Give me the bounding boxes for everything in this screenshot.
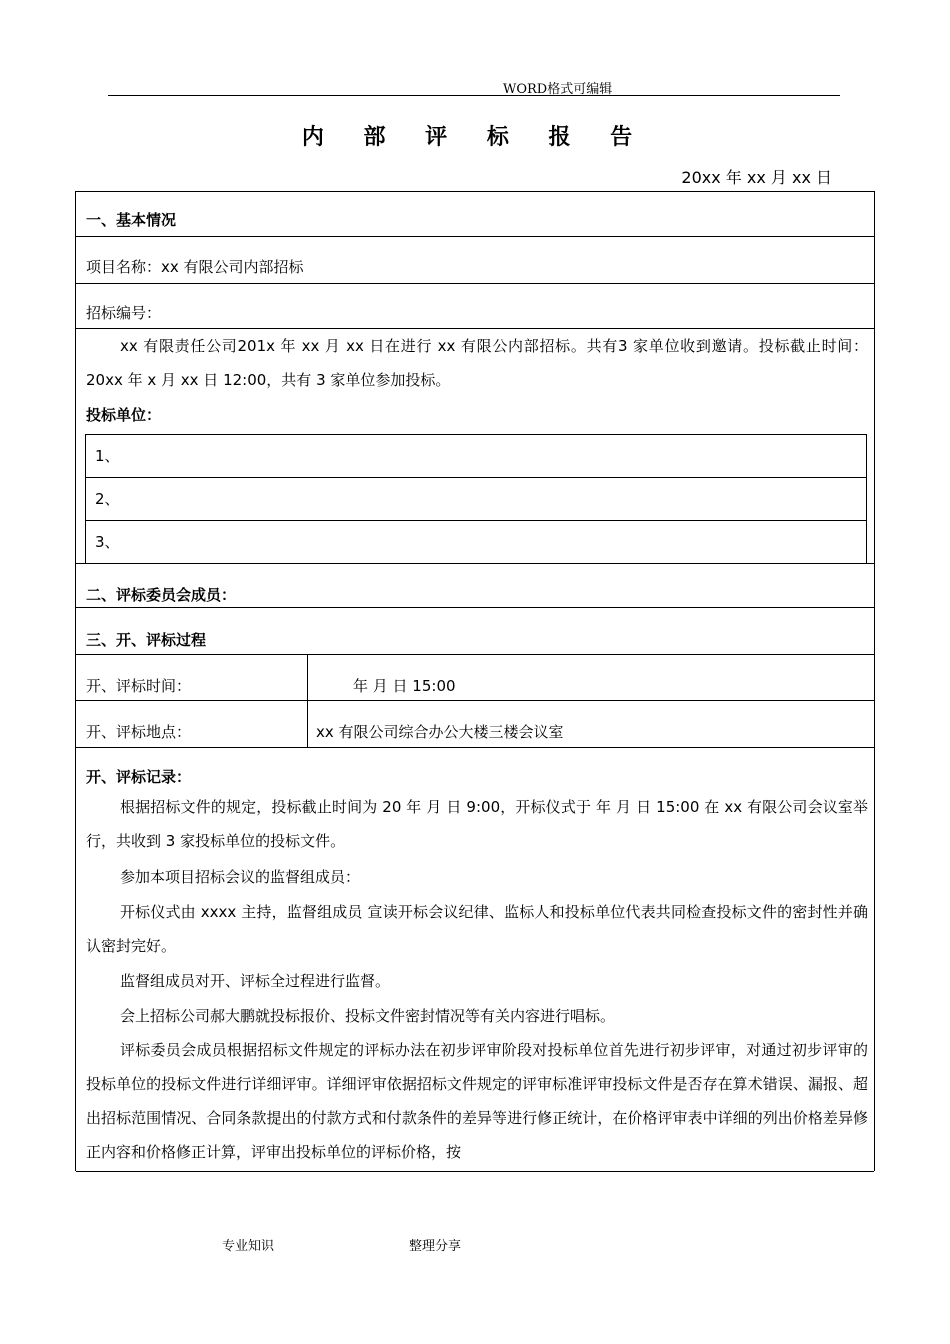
bidder-row: 3、 <box>86 521 866 564</box>
record-paragraph: 根据招标文件的规定，投标截止时间为 20 年 月 日 9:00，开标仪式于 年 月 日 15:00 在 xx 有限公司会议室举行，共收到 3 家投标单位的投标文件。 <box>86 798 868 850</box>
tender-no: 招标编号： <box>86 304 162 322</box>
opening-time-row <box>76 655 874 701</box>
section-basic-heading: 一、基本情况 <box>86 211 177 229</box>
bidders-label: 投标单位： <box>86 406 162 424</box>
tender-no-row <box>76 284 874 329</box>
committee-heading: 二、评标委员会成员： <box>86 586 237 604</box>
opening-time-value: 年 月 日 15:00 <box>353 677 456 695</box>
project-name: 项目名称：xx 有限公司内部招标 <box>86 258 304 276</box>
opening-place-row <box>76 701 874 748</box>
record-paragraph: 评标委员会成员根据招标文件规定的评标办法在初步评审阶段对投标单位首先进行初步评审，对通过初步评审的投标单位的投标文件进行详细评审。详细评审依据招标文件规定的评审标准评审投标文件是否存在算术错误、漏报、超出招标范围情况、合同条款提出的付款方式和付款条件的差异等进行修正统计，在价格评审表中详细的列出价格差异修正内容和价格修正计算，评审出投标单位的评标价格，按 <box>86 1041 868 1161</box>
record-paragraph: 会上招标公司郝大鹏就投标报价、投标文件密封情况等有关内容进行唱标。 <box>120 1007 616 1025</box>
process-heading-row <box>76 608 874 655</box>
report-table <box>75 191 875 1171</box>
header-note: WORD格式可编辑 <box>503 82 613 97</box>
column-divider <box>307 655 308 700</box>
committee-row <box>76 564 874 608</box>
page-title: 内 部 评 标 报 告 <box>301 125 649 150</box>
bidders-table <box>85 434 867 564</box>
record-paragraph: 参加本项目招标会议的监督组成员： <box>120 868 361 886</box>
header-rule <box>108 95 840 96</box>
project-name-row <box>76 237 874 284</box>
footer-right: 整理分享 <box>409 1239 462 1254</box>
opening-record-row <box>76 748 874 1172</box>
bidder-row: 1、 <box>86 435 866 478</box>
report-date: 20xx 年 xx 月 xx 日 <box>681 168 832 187</box>
bidding-intro: xx 有限责任公司201x 年 xx 月 xx 日在进行 xx 有限公内部招标。共有3 家单位收到邀请。投标截止时间：20xx 年 x 月 xx 日 12:00，共有 3 家单位参加投标。 <box>86 337 868 389</box>
bidder-row: 2、 <box>86 478 866 521</box>
footer-left: 专业知识 <box>222 1239 275 1254</box>
process-heading: 三、开、评标过程 <box>86 631 207 649</box>
opening-time-label: 开、评标时间： <box>86 677 192 695</box>
opening-place-label: 开、评标地点： <box>86 723 192 741</box>
column-divider <box>307 701 308 747</box>
opening-place-value: xx 有限公司综合办公大楼三楼会议室 <box>316 723 564 741</box>
record-paragraph: 监督组成员对开、评标全过程进行监督。 <box>120 972 391 990</box>
record-label: 开、评标记录： <box>86 768 192 786</box>
section-basic-heading-row <box>76 192 874 237</box>
record-paragraph: 开标仪式由 xxxx 主持，监督组成员 宣读开标会议纪律、监标人和投标单位代表共同检查投标文件的密封性并确认密封完好。 <box>86 903 868 955</box>
bidder-info-row <box>76 329 874 564</box>
